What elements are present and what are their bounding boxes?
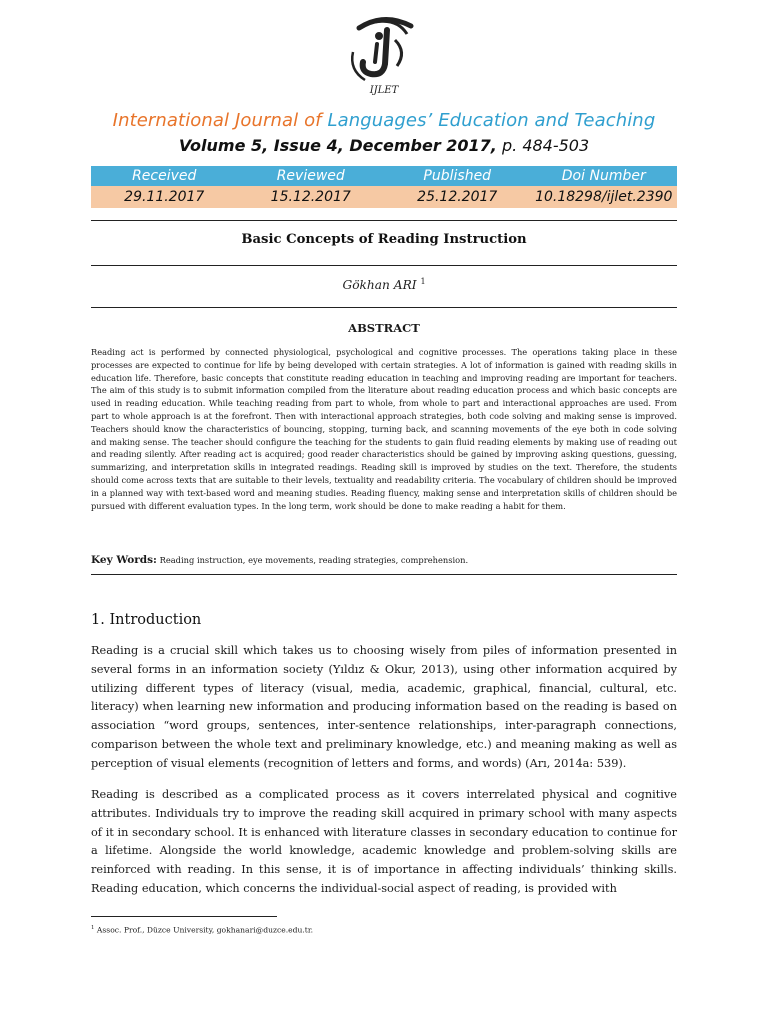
header-received: Received [91, 166, 238, 186]
received-date: 29.11.2017 [91, 186, 238, 208]
dates-header-row [91, 166, 677, 186]
author-footnote-mark[interactable]: 1 [420, 277, 426, 286]
keywords [91, 554, 677, 566]
journal-title-part2: Languages’ Education and Teaching [327, 110, 656, 131]
author-name: Gökhan ARI [342, 278, 417, 293]
doi-number[interactable]: 10.18298/ijlet.2390 [531, 186, 678, 208]
journal-title [0, 110, 768, 131]
ijlet-logo-icon [341, 14, 427, 96]
reviewed-date: 15.12.2017 [238, 186, 385, 208]
volume-info-line [0, 136, 768, 155]
paper-title: Basic Concepts of Reading Instruction [241, 232, 527, 247]
dates-table [91, 166, 677, 208]
abstract-heading: ABSTRACT [348, 321, 420, 335]
footnote-text: Assoc. Prof., Düzce University, gokhanari@duzce.edu.tr. [94, 925, 314, 935]
keywords-text: Reading instruction, eye movements, reading strategies, comprehension. [159, 555, 469, 565]
introduction-paragraph-2: Reading is described as a complicated process as it covers interrelated physical and cognitive attributes. Individuals try to improve the reading skill acquired in primary school with many aspects of it in secondary school. It is enhanced with literature classes in secondary education to continue for a lifetime. Alongside the world knowledge, academic knowledge and problem-solving skills are reinforced with reading. In this sense, it is of importance in affecting individuals’ thinking skills. Reading education, which concerns the individual-social aspect of reading, is provided with [91, 788, 677, 895]
section-heading-introduction: 1. Introduction [91, 612, 202, 628]
divider [91, 574, 677, 575]
keywords-label: Key Words: [91, 554, 157, 566]
journal-logo [341, 14, 427, 96]
divider [91, 265, 677, 266]
divider [91, 220, 677, 221]
volume-info: Volume 5, Issue 4, December 2017, [178, 136, 497, 155]
author [0, 277, 768, 292]
footnote-divider [91, 916, 277, 917]
header-published: Published [384, 166, 531, 186]
abstract-text: Reading act is performed by connected physiological, psychological and cognitive processes. The operations taking place in these processes are expected to continue for life by being developed with certain strategies. A lot of information is gained with reading skills in education life. Therefore, basic concepts that constitute reading education in teaching and improving reading are important for teachers. The aim of this study is to submit information compiled from the literature about reading education process and which basic concepts are used in reading education. While teaching reading from part to whole, from whole to part and interactional approaches are used. From part to whole approach is at the forefront. Then with interactional approach strategies, both code solving and making sense is improved. Teachers should know the characteristics of bouncing, stopping, turning back, and scanning movements of the eye both in code solving and making sense. The teacher should configure the teaching for the students to gain fluid reading elements by making use of reading out and reading silently. After reading act is acquired; good reader characteristics should be gained by improving asking questions, guessing, summarizing, and interpretation skills in integrated readings. Reading skill is improved by studies on the text. Therefore, the students should come across texts that are suitable to their levels, textuality and readability criteria. The vocabulary of children should be improved in a planned way with text-based word and meaning studies. Reading fluency, making sense and interpretation skills of children should be pursued with different evaluation types. In the long term, work should be done to make reading a habit for them. [91, 347, 677, 511]
logo-text: IJLET [369, 85, 399, 96]
footnote-mark: 1 [91, 925, 95, 931]
page-range: p. 484-503 [501, 136, 590, 155]
header-doi: Doi Number [531, 166, 678, 186]
introduction-paragraph-1: Reading is a crucial skill which takes us to choosing wisely from piles of information presented in several forms in an information society (Yıldız & Okur, 2013), using other information acquired by utilizing different types of literacy (visual, media, academic, graphical, financial, cultural, etc. literacy) when learning new information and producing information based on the reading is based on association “word groups, sentences, inter-sentence relationships, inter-paragraph connections, comparison between the whole text and preliminary knowledge, etc.) and meaning making as well as perception of visual elements (recognition of letters and forms, and words) (Arı, 2014a: 539). [91, 644, 677, 770]
published-date: 25.12.2017 [384, 186, 531, 208]
journal-title-part1: International Journal of [112, 110, 322, 131]
divider [91, 307, 677, 308]
footnote [91, 925, 313, 935]
header-reviewed: Reviewed [238, 166, 385, 186]
dates-value-row [91, 186, 677, 208]
